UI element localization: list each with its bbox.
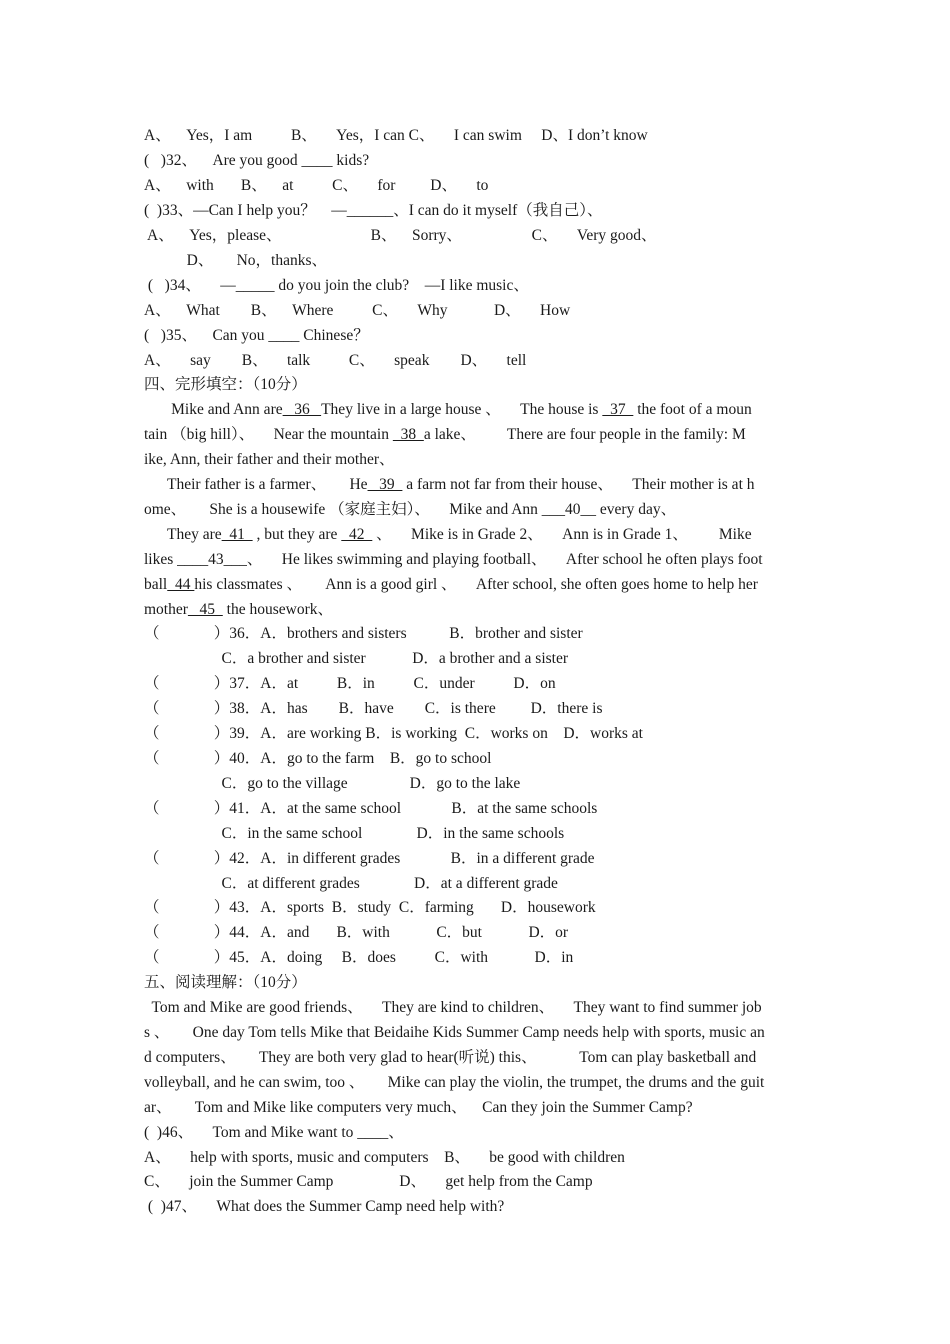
text-segment: a farm not far from their house、 Their mother is at h bbox=[402, 476, 755, 493]
text-segment: ome、 She is a housewife （家庭主妇）、 Mike and Ann ___40__ every day、 bbox=[144, 501, 677, 518]
text-segment: （ ）37．A．at B．in C．under D．on bbox=[144, 675, 556, 692]
text-line bbox=[144, 624, 583, 644]
text-segment: A、 Yes，please、 B、 Sorry、 C、 Very good、 bbox=[144, 227, 657, 244]
text-segment: They are bbox=[144, 526, 222, 543]
text-line bbox=[144, 126, 648, 146]
text-line bbox=[144, 201, 602, 221]
blank-number: 44 bbox=[167, 576, 195, 593]
text-segment: （ ）39．A．are working B．is working C．works on D．works at bbox=[144, 725, 643, 742]
text-segment: ( )47、 What does the Summer Camp need help with? bbox=[144, 1198, 505, 1215]
blank-number: 37 bbox=[602, 401, 634, 418]
text-segment: ike, Ann, their father and their mother、 bbox=[144, 451, 395, 468]
text-segment: ( )34、 —_____ do you join the club? —I like music、 bbox=[144, 277, 529, 294]
text-line bbox=[144, 425, 746, 445]
text-segment: （ ）38．A．has B．have C．is there D．there is bbox=[144, 700, 603, 717]
text-line bbox=[144, 550, 763, 570]
text-segment: They live in a large house 、 The house is bbox=[321, 401, 603, 418]
text-segment: 四、完形填空：（10分） bbox=[144, 376, 307, 393]
text-line bbox=[144, 226, 657, 246]
text-segment: ( )35、 Can you ____ Chinese？ bbox=[144, 327, 369, 344]
text-segment: （ ）41．A．at the same school B．at the same schools bbox=[144, 800, 598, 817]
text-segment: （ ）44．A．and B．with C．but D．or bbox=[144, 924, 569, 941]
text-segment: C．go to the village D．go to the lake bbox=[144, 775, 521, 792]
text-segment: ball bbox=[144, 576, 168, 593]
text-line bbox=[144, 276, 529, 296]
text-line bbox=[144, 1172, 593, 1192]
text-segment: ( )32、 Are you good ____ kids? bbox=[144, 152, 370, 169]
text-segment: tain （big hill）、 Near the mountain bbox=[144, 426, 393, 443]
text-line bbox=[144, 1023, 765, 1043]
text-segment: the foot of a moun bbox=[633, 401, 752, 418]
blank-number: 36 bbox=[282, 401, 322, 418]
blank-number: 45 bbox=[187, 601, 223, 618]
text-line bbox=[144, 724, 643, 744]
text-line bbox=[144, 400, 752, 420]
text-line bbox=[144, 351, 526, 371]
text-segment: volleyball, and he can swim, too 、 Mike can play the violin, the trumpet, the drums and the guit bbox=[144, 1074, 765, 1091]
text-segment: C．in the same school D．in the same schools bbox=[144, 825, 565, 842]
text-line bbox=[144, 525, 752, 545]
text-line bbox=[144, 1073, 764, 1093]
text-line bbox=[144, 699, 603, 719]
text-line bbox=[144, 1048, 756, 1068]
text-line bbox=[144, 500, 676, 520]
text-line bbox=[144, 749, 491, 769]
text-line bbox=[144, 849, 595, 869]
text-segment: C．at different grades D．at a different grade bbox=[144, 875, 558, 892]
text-line bbox=[144, 774, 520, 794]
text-segment: （ ）43．A．sports B．study C．farming D．housework bbox=[144, 899, 596, 916]
text-segment: （ ）45．A．doing B．does C．with D．in bbox=[144, 949, 574, 966]
text-segment: mother bbox=[144, 601, 188, 618]
text-line bbox=[144, 874, 558, 894]
blank-number: 42 bbox=[341, 526, 373, 543]
text-segment: 、 Mike is in Grade 2、 Ann is in Grade 1、 Mike bbox=[372, 526, 752, 543]
text-line bbox=[144, 898, 596, 918]
text-segment: Tom and Mike are good friends、 They are kind to children、 They want to find summer job bbox=[144, 999, 762, 1016]
text-segment: A、 say B、 talk C、 speak D、 tell bbox=[144, 352, 527, 369]
text-segment: A、 help with sports, music and computers B、 be good with children bbox=[144, 1149, 625, 1166]
text-segment: Mike and Ann are bbox=[144, 401, 283, 418]
text-line bbox=[144, 251, 327, 271]
text-segment: A、 with B、 at C、 for D、 to bbox=[144, 177, 489, 194]
text-segment: his classmates 、 Ann is a good girl 、 After school, she often goes home to help her bbox=[194, 576, 758, 593]
text-line bbox=[144, 450, 395, 470]
text-line bbox=[144, 973, 307, 993]
text-segment: likes ____43___、 He likes swimming and playing football、 After school he often plays foot bbox=[144, 551, 763, 568]
text-segment: C．a brother and sister D．a brother and a sister bbox=[144, 650, 569, 667]
text-line bbox=[144, 1123, 404, 1143]
text-segment: ( )46、 Tom and Mike want to ____、 bbox=[144, 1124, 404, 1141]
text-segment: C、 join the Summer Camp D、 get help from the Camp bbox=[144, 1173, 593, 1190]
text-line bbox=[144, 301, 570, 321]
text-line bbox=[144, 375, 307, 395]
blank-number: 41 bbox=[221, 526, 253, 543]
blank-number: 38 bbox=[392, 426, 424, 443]
text-segment: A、 Yes，I am B、 Yes，I can C、 I can swim D、I don’t know bbox=[144, 127, 648, 144]
text-line bbox=[144, 1148, 625, 1168]
text-line bbox=[144, 600, 333, 620]
text-segment: ar、 Tom and Mike like computers very much、 Can they join the Summer Camp? bbox=[144, 1099, 693, 1116]
text-segment: ( )33、—Can I help you？ —______、I can do it myself（我自己）、 bbox=[144, 202, 603, 219]
text-line bbox=[144, 326, 369, 346]
text-segment: , but they are bbox=[252, 526, 342, 543]
text-segment: Their father is a farmer、 He bbox=[144, 476, 368, 493]
text-line bbox=[144, 674, 556, 694]
text-line bbox=[144, 649, 568, 669]
text-segment: A、 What B、 Where C、 Why D、 How bbox=[144, 302, 571, 319]
text-line bbox=[144, 1197, 504, 1217]
blank-number: 39 bbox=[367, 476, 403, 493]
text-line bbox=[144, 923, 568, 943]
text-line bbox=[144, 998, 762, 1018]
text-line bbox=[144, 575, 758, 595]
text-line bbox=[144, 824, 564, 844]
text-line bbox=[144, 799, 597, 819]
text-line bbox=[144, 1098, 693, 1118]
text-segment: the housework、 bbox=[222, 601, 333, 618]
text-line bbox=[144, 475, 755, 495]
text-segment: （ ）40．A．go to the farm B．go to school bbox=[144, 750, 492, 767]
text-segment: 五、阅读理解：（10分） bbox=[144, 974, 307, 991]
text-line bbox=[144, 151, 369, 171]
text-segment: a lake、 There are four people in the family: M bbox=[423, 426, 746, 443]
text-segment: d computers、 They are both very glad to hear(听说) this、 Tom can play basketball and bbox=[144, 1049, 757, 1066]
text-segment: （ ）42．A．in different grades B．in a different grade bbox=[144, 850, 595, 867]
text-segment: s 、 One day Tom tells Mike that Beidaihe Kids Summer Camp needs help with sports, music an bbox=[144, 1024, 765, 1041]
text-line bbox=[144, 948, 573, 968]
text-segment: D、 No，thanks、 bbox=[144, 252, 327, 269]
text-line bbox=[144, 176, 488, 196]
text-segment: （ ）36．A．brothers and sisters B．brother and sister bbox=[144, 625, 583, 642]
